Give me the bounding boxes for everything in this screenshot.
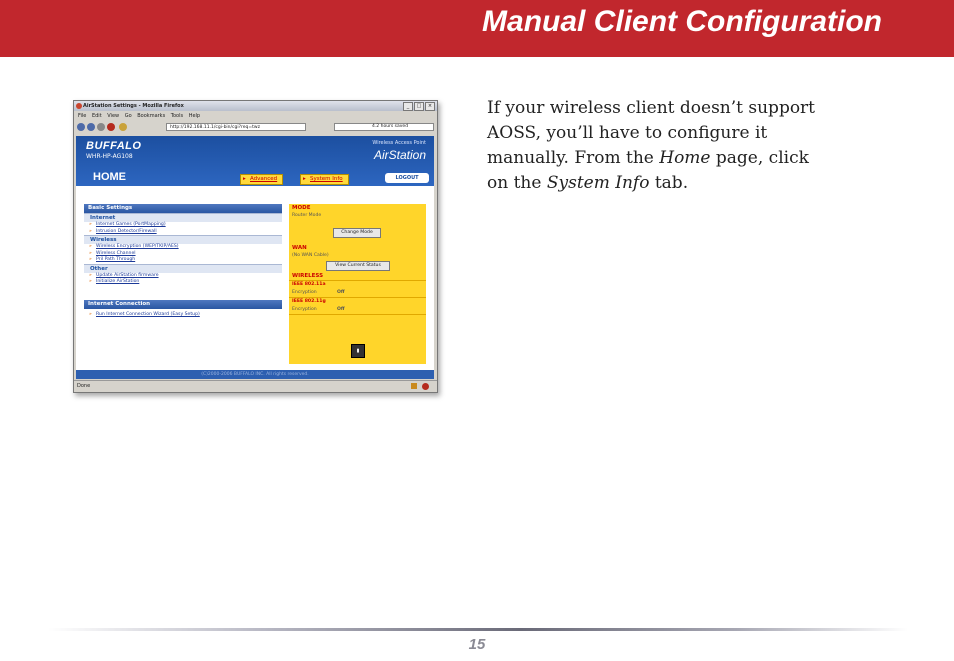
maximize-icon: □ (414, 102, 424, 111)
basic-settings-heading: Basic Settings (84, 204, 282, 213)
instruction-line-1: If your wireless client doesn’t support (487, 98, 816, 118)
menu-file: File (78, 113, 87, 119)
firefox-icon (76, 103, 82, 109)
model-name: WHR-HP-AG108 (86, 153, 133, 160)
internet-connection-heading: Internet Connection (84, 300, 282, 309)
browser-titlebar (74, 101, 437, 111)
menu-help: Help (188, 113, 201, 119)
text-fragment: on the (487, 173, 547, 193)
menu-bookmarks: Bookmarks (137, 113, 166, 119)
forward-icon (87, 123, 95, 131)
copyright-bar: (C)2000-2006 BUFFALO INC. All rights reserved. (76, 370, 434, 379)
buffalo-logo: BUFFALO (86, 140, 142, 152)
router-page (76, 136, 434, 378)
view-status-button: View Current Status (326, 261, 390, 271)
other-link: » Update AirStation firmware (84, 273, 282, 280)
home-emphasis: Home (659, 148, 711, 168)
manual-book-icon: ▮ (351, 344, 365, 358)
ieee-a-label: IEEE 802.11a (292, 282, 326, 287)
router-header (76, 136, 434, 186)
wan-value: (No WAN Cable) (292, 253, 329, 258)
instruction-line-4 (487, 171, 887, 196)
instruction-line-2: AOSS, you’ll have to configure it (487, 123, 768, 143)
encryption-value: Off (337, 307, 345, 312)
menu-view: View (107, 113, 120, 119)
instruction-line-3 (487, 146, 887, 171)
other-heading: Other (84, 264, 282, 273)
instruction-text (487, 96, 887, 196)
home-heading: HOME (93, 171, 126, 183)
back-icon (77, 123, 85, 131)
wap-label: Wireless Access Point (372, 140, 426, 146)
wireless-heading: Wireless (84, 235, 282, 244)
other-link: » Initialize AirStation (84, 279, 282, 286)
settings-menu (84, 204, 282, 318)
close-icon: × (425, 102, 435, 111)
browser-menubar (74, 112, 437, 120)
page-title: Manual Client Configuration (482, 5, 882, 38)
router-screenshot (73, 100, 438, 393)
wireless-link: » Wireless Encryption (WEP/TKIP/AES) (84, 244, 282, 251)
tab-system-info: ▸ System Info (300, 174, 349, 185)
mode-label: MODE (292, 205, 311, 211)
minimize-icon: _ (403, 102, 413, 111)
encryption-row-a (289, 289, 426, 297)
saved-indicator: 4.2 hours saved (372, 124, 409, 129)
status-text: Done (77, 383, 91, 389)
stop-indicator-icon (422, 383, 429, 390)
internet-link: » Internet Games (PortMapping) (84, 222, 282, 229)
browser-navbar (74, 121, 437, 134)
page-number: 15 (468, 636, 486, 653)
lock-icon (411, 383, 417, 389)
status-panel (289, 204, 426, 364)
text-fragment: page, click (710, 148, 809, 168)
stop-icon (107, 123, 115, 131)
internet-heading: Internet (84, 213, 282, 222)
change-mode-button: Change Mode (333, 228, 381, 238)
footer-rule (48, 628, 908, 631)
encryption-value: Off (337, 290, 345, 295)
encryption-label: Encryption (292, 290, 317, 295)
menu-go: Go (124, 113, 132, 119)
window-title: AirStation Settings - Mozilla Firefox (83, 103, 184, 109)
wan-label: WAN (292, 245, 307, 251)
encryption-label: Encryption (292, 307, 317, 312)
airstation-logo: AirStation (373, 148, 426, 162)
home-icon (119, 123, 127, 131)
encryption-row-g (289, 306, 426, 314)
menu-edit: Edit (91, 113, 102, 119)
wireless-link: » Pril Path Through (84, 257, 282, 264)
menu-tools: Tools (170, 113, 184, 119)
logout-button: LOGOUT (385, 173, 429, 183)
address-bar: http://192.168.11.1/cgi-bin/cgi?req=twz (166, 123, 306, 131)
browser-statusbar (74, 380, 437, 392)
reload-icon (97, 123, 105, 131)
text-fragment: manually. From the (487, 148, 660, 168)
system-info-emphasis: System Info (546, 173, 650, 193)
mode-value: Router Mode (292, 213, 322, 218)
header-banner (0, 0, 954, 57)
text-fragment: tab. (649, 173, 689, 193)
ieee-g-label: IEEE 802.11g (292, 299, 326, 304)
window-buttons (403, 102, 435, 111)
wireless-link: » Wireless Channel (84, 251, 282, 258)
tab-advanced: ▸ Advanced (240, 174, 283, 185)
wireless-label: WIRELESS (292, 273, 324, 279)
connection-link: » Run Internet Connection Wizard (Easy Setup) (84, 312, 282, 319)
internet-link: » Intrusion Detector/Firewall (84, 229, 282, 236)
